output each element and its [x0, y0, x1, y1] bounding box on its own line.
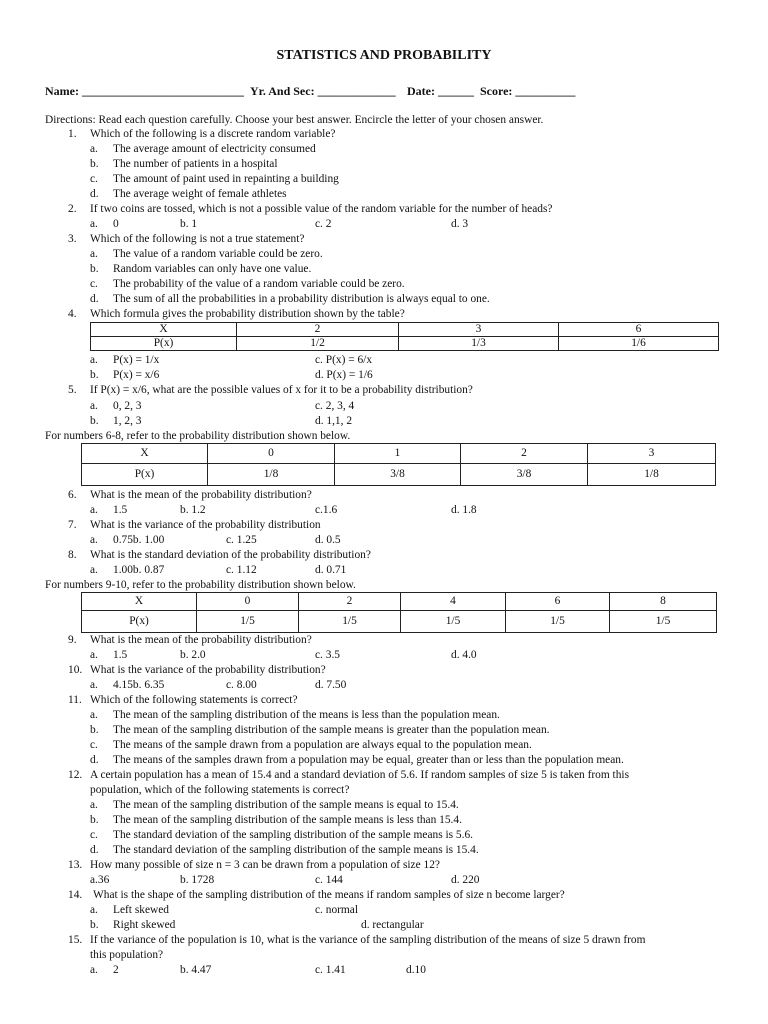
- choice-text: 0: [113, 218, 119, 230]
- choice-d[interactable]: d. 1.8: [451, 504, 477, 516]
- choice-text: The average amount of electricity consumed: [113, 143, 316, 155]
- choice-d[interactable]: d. 7.50: [315, 679, 347, 691]
- table-cell: 3/8: [461, 464, 588, 486]
- date-field[interactable]: Date: ______: [407, 84, 474, 98]
- question-text-continued: this population?: [90, 949, 164, 961]
- choice-text: 1.00b. 0.87: [113, 564, 165, 576]
- choice-letter[interactable]: a.: [90, 709, 98, 721]
- question-text: Which of the following is not a true statement?: [90, 233, 305, 245]
- question-number: 13.: [68, 859, 83, 871]
- page-title: STATISTICS AND PROBABILITY: [276, 48, 492, 63]
- choice-letter[interactable]: b.: [90, 919, 99, 931]
- table-header-x: X: [82, 444, 208, 464]
- probability-table-9-10: [81, 592, 717, 633]
- choice-d[interactable]: d. P(x) = 1/6: [315, 369, 373, 381]
- table-header-x: X: [91, 323, 237, 337]
- choice-text: The means of the sample drawn from a population are always equal to the population mean.: [113, 739, 532, 751]
- choice-letter[interactable]: a.: [90, 400, 98, 412]
- table-header-px: P(x): [91, 337, 237, 351]
- choice-d[interactable]: d. 3: [451, 218, 469, 230]
- question-text: If P(x) = x/6, what are the possible values of x for it to be a probability distribution?: [90, 384, 473, 396]
- choice-text: 1, 2, 3: [113, 415, 142, 427]
- table-header-px: P(x): [82, 464, 208, 486]
- choice-c[interactable]: c. 1.25: [226, 534, 257, 546]
- choice-text: P(x) = 1/x: [113, 354, 160, 366]
- choice-c[interactable]: c. 144: [315, 874, 343, 886]
- table-cell: 3: [588, 444, 716, 464]
- table-cell: 6: [559, 323, 719, 337]
- choice-letter[interactable]: a.: [90, 143, 98, 155]
- choice-c[interactable]: c. 2: [315, 218, 332, 230]
- choice-b[interactable]: b. 1.2: [180, 504, 206, 516]
- choice-letter[interactable]: c.: [90, 173, 98, 185]
- choice-d[interactable]: d.10: [406, 964, 426, 976]
- choice-letter[interactable]: b.: [90, 814, 99, 826]
- name-field[interactable]: Name: ___________________________: [45, 84, 244, 98]
- table-cell: 1/2: [237, 337, 399, 351]
- choice-letter[interactable]: b.: [90, 263, 99, 275]
- question-number: 14.: [68, 889, 83, 901]
- table-cell: 0: [208, 444, 335, 464]
- question-text: What is the mean of the probability distribution?: [90, 634, 312, 646]
- choice-c[interactable]: c. P(x) = 6/x: [315, 354, 373, 366]
- choice-letter[interactable]: b.: [90, 415, 99, 427]
- choice-text: 1.5: [113, 504, 128, 516]
- choice-b[interactable]: b. 1: [180, 218, 198, 230]
- choice-c[interactable]: c. 8.00: [226, 679, 257, 691]
- choice-text: 0.75b. 1.00: [113, 534, 165, 546]
- table-header-x: X: [82, 593, 197, 611]
- choice-letter[interactable]: a.: [90, 799, 98, 811]
- table-cell: 3: [399, 323, 559, 337]
- question-number: 10.: [68, 664, 83, 676]
- question-text: What is the variance of the probability distribution: [90, 519, 321, 531]
- table-cell: 1/6: [559, 337, 719, 351]
- reference-note-6-8: For numbers 6-8, refer to the probability distribution shown below.: [45, 430, 351, 442]
- table-cell: 1/5: [610, 611, 717, 633]
- choice-b[interactable]: b. 2.0: [180, 649, 206, 661]
- question-text: A certain population has a mean of 15.4 and a standard deviation of 5.6. If random samples of size 5 is taken from this: [90, 769, 630, 781]
- choice-text: P(x) = x/6: [113, 369, 160, 381]
- choice-letter[interactable]: a.: [90, 354, 98, 366]
- question-text-continued: population, which of the following statements is correct?: [90, 784, 350, 796]
- choice-text: The mean of the sampling distribution of the sample means is greater than the population mean.: [113, 724, 550, 736]
- choice-d[interactable]: d. 0.5: [315, 534, 341, 546]
- choice-d[interactable]: d. 220: [451, 874, 480, 886]
- choice-c[interactable]: c.1.6: [315, 504, 338, 516]
- table-cell: 6: [506, 593, 610, 611]
- table-header-px: P(x): [82, 611, 197, 633]
- table-cell: 1/8: [208, 464, 335, 486]
- choice-text: The amount of paint used in repainting a building: [113, 173, 339, 185]
- table-cell: 1/5: [197, 611, 299, 633]
- choice-letter[interactable]: a.: [90, 564, 98, 576]
- table-cell: 2: [461, 444, 588, 464]
- table-cell: 1/5: [401, 611, 506, 633]
- table-cell: 2: [237, 323, 399, 337]
- choice-text: The standard deviation of the sampling distribution of the sample means is 15.4.: [113, 844, 479, 856]
- choice-letter[interactable]: d.: [90, 188, 99, 200]
- question-number: 3.: [68, 233, 77, 245]
- score-field[interactable]: Score: __________: [480, 84, 576, 98]
- choice-text: The value of a random variable could be zero.: [113, 248, 323, 260]
- table-cell: 1: [335, 444, 461, 464]
- question-text: Which of the following is a discrete random variable?: [90, 128, 336, 140]
- choice-letter[interactable]: d.: [90, 754, 99, 766]
- choice-c[interactable]: c. 2, 3, 4: [315, 400, 355, 412]
- choice-letter[interactable]: b.: [90, 724, 99, 736]
- table-cell: 8: [610, 593, 717, 611]
- question-number: 2.: [68, 203, 77, 215]
- choice-d[interactable]: d. 4.0: [451, 649, 477, 661]
- question-text: What is the mean of the probability distribution?: [90, 489, 312, 501]
- choice-text: Left skewed: [113, 904, 169, 916]
- choice-text: Random variables can only have one value.: [113, 263, 312, 275]
- question-number: 4.: [68, 308, 77, 320]
- choice-letter[interactable]: a.: [90, 248, 98, 260]
- choice-text: The standard deviation of the sampling distribution of the sample means is 5.6.: [113, 829, 474, 841]
- question-text: What is the standard deviation of the probability distribution?: [90, 549, 371, 561]
- table-cell: 1/5: [506, 611, 610, 633]
- choice-d[interactable]: d. 0.71: [315, 564, 347, 576]
- question-number: 9.: [68, 634, 77, 646]
- question-text: What is the shape of the sampling distribution of the means if random samples of size n become larger?: [93, 889, 565, 901]
- choice-letter[interactable]: a.: [90, 679, 98, 691]
- choice-letter[interactable]: c.: [90, 829, 98, 841]
- table-cell: 1/5: [299, 611, 401, 633]
- choice-letter[interactable]: c.: [90, 278, 98, 290]
- choice-letter[interactable]: c.: [90, 739, 98, 751]
- choice-text: The number of patients in a hospital: [113, 158, 278, 170]
- question-text: How many possible of size n = 3 can be drawn from a population of size 12?: [90, 859, 440, 871]
- choice-text: The sum of all the probabilities in a probability distribution is always equal to one.: [113, 293, 490, 305]
- probability-table-q4: [90, 322, 719, 351]
- table-cell: 2: [299, 593, 401, 611]
- question-text: Which formula gives the probability distribution shown by the table?: [90, 308, 405, 320]
- question-text: If the variance of the population is 10, what is the variance of the sampling distribution of the means of size 5 drawn from: [90, 934, 646, 946]
- year-section-field[interactable]: Yr. And Sec: _____________: [250, 84, 396, 98]
- question-number: 11.: [68, 694, 82, 706]
- choice-letter[interactable]: a.: [90, 534, 98, 546]
- choice-text: The means of the samples drawn from a population may be equal, greater than or less than the population mean.: [113, 754, 624, 766]
- table-cell: 0: [197, 593, 299, 611]
- choice-letter[interactable]: b.: [90, 158, 99, 170]
- choice-letter[interactable]: a.: [90, 904, 98, 916]
- choice-c[interactable]: c. 1.12: [226, 564, 257, 576]
- choice-text: Right skewed: [113, 919, 176, 931]
- choice-text: 4.15b. 6.35: [113, 679, 165, 691]
- choice-text: The probability of the value of a random variable could be zero.: [113, 278, 405, 290]
- choice-text: 1.5: [113, 649, 128, 661]
- reference-note-9-10: For numbers 9-10, refer to the probability distribution shown below.: [45, 579, 356, 591]
- choice-letter[interactable]: a.: [90, 504, 98, 516]
- choice-letter[interactable]: a.: [90, 649, 98, 661]
- choice-text: 0, 2, 3: [113, 400, 142, 412]
- question-number: 1.: [68, 128, 77, 140]
- choice-text: The mean of the sampling distribution of the sample means is equal to 15.4.: [113, 799, 459, 811]
- choice-c[interactable]: c. 3.5: [315, 649, 340, 661]
- table-cell: 1/8: [588, 464, 716, 486]
- question-number: 5.: [68, 384, 77, 396]
- question-number: 15.: [68, 934, 83, 946]
- choice-d[interactable]: d. 1,1, 2: [315, 415, 353, 427]
- table-cell: 3/8: [335, 464, 461, 486]
- table-cell: 4: [401, 593, 506, 611]
- question-number: 7.: [68, 519, 77, 531]
- question-number: 12.: [68, 769, 83, 781]
- question-number: 6.: [68, 489, 77, 501]
- choice-letter[interactable]: d.: [90, 293, 99, 305]
- question-text: What is the variance of the probability distribution?: [90, 664, 326, 676]
- choice-letter[interactable]: d.: [90, 844, 99, 856]
- question-number: 8.: [68, 549, 77, 561]
- choice-d[interactable]: d. rectangular: [361, 919, 424, 931]
- choice-letter[interactable]: a.: [90, 218, 98, 230]
- choice-c[interactable]: c. normal: [315, 904, 359, 916]
- question-text: If two coins are tossed, which is not a possible value of the random variable for the number of heads?: [90, 203, 553, 215]
- choice-text: The mean of the sampling distribution of the sample means is less than 15.4.: [113, 814, 462, 826]
- choice-c[interactable]: c. 1.41: [315, 964, 346, 976]
- question-text: Which of the following statements is correct?: [90, 694, 298, 706]
- choice-text: The average weight of female athletes: [113, 188, 287, 200]
- probability-table-6-8: [81, 443, 716, 486]
- choice-text: 2: [113, 964, 119, 976]
- choice-letter[interactable]: a.: [90, 964, 98, 976]
- choice-b[interactable]: b. 4.47: [180, 964, 212, 976]
- table-cell: 1/3: [399, 337, 559, 351]
- choice-letter[interactable]: b.: [90, 369, 99, 381]
- directions: Directions: Read each question carefully. Choose your best answer. Encircle the letter of your chosen answer.: [45, 114, 544, 126]
- choice-text: The mean of the sampling distribution of the means is less than the population mean.: [113, 709, 500, 721]
- choice-a[interactable]: a.36: [90, 874, 110, 886]
- choice-b[interactable]: b. 1728: [180, 874, 215, 886]
